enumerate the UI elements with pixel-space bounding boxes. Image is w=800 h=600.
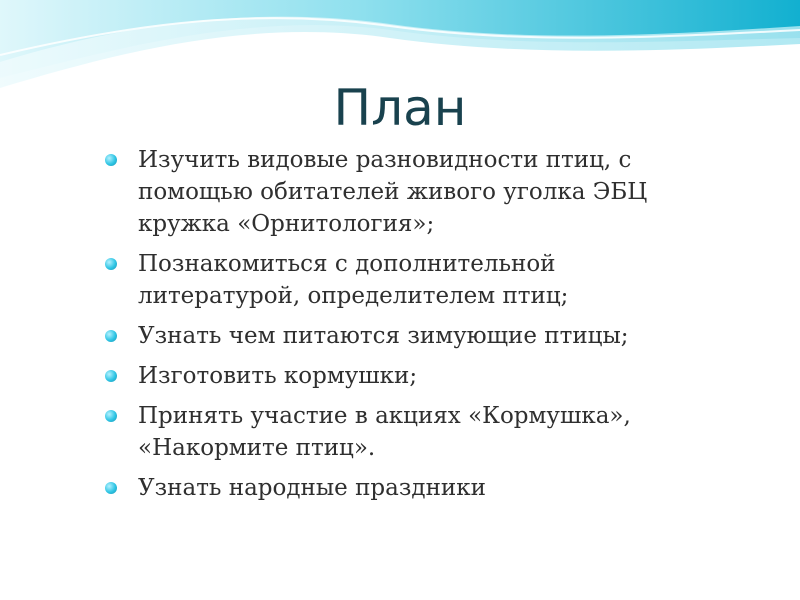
bullet-text: Познакомиться с дополнительной литературой, определителем птиц; (138, 251, 569, 309)
circle-bullet-icon (105, 154, 117, 166)
bullet-text: Изучить видовые разновидности птиц, с помощью обитателей живого уголка ЭБЦ кружка «Орнитология»; (138, 147, 648, 237)
circle-bullet-icon (105, 482, 117, 494)
circle-bullet-icon (105, 258, 117, 270)
circle-bullet-icon (105, 330, 117, 342)
circle-bullet-icon (105, 410, 117, 422)
bullet-item (104, 320, 704, 352)
bullet-text: Изготовить кормушки; (138, 363, 418, 389)
bullet-item (104, 360, 704, 392)
bullet-item (104, 248, 704, 312)
bullet-text: Узнать народные праздники (138, 475, 486, 501)
bullet-list (104, 144, 704, 512)
bullet-item (104, 144, 704, 240)
slide-title: План (333, 79, 467, 137)
bullet-item (104, 400, 704, 464)
circle-bullet-icon (105, 370, 117, 382)
bullet-text: Принять участие в акциях «Кормушка», «Накормите птиц». (138, 403, 631, 461)
bullet-item (104, 472, 704, 504)
bullet-text: Узнать чем питаются зимующие птицы; (138, 323, 629, 349)
